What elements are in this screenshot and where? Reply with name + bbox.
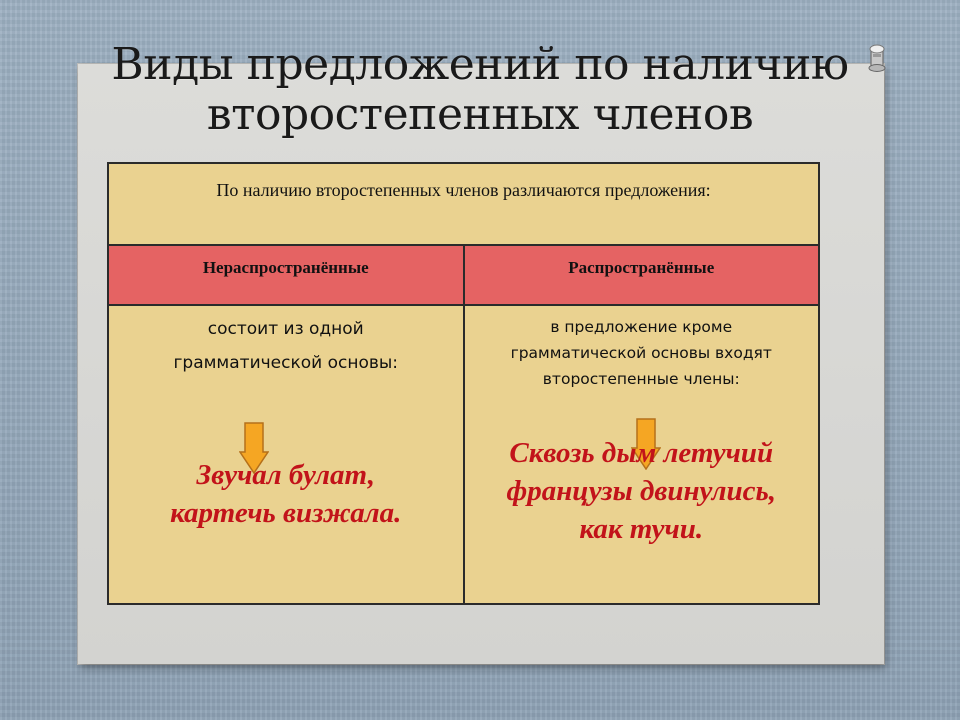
description-line: состоит из одной (207, 319, 364, 339)
slide-title (40, 40, 920, 140)
example-line: французы двинулись, (506, 475, 777, 507)
example-line: Звучал булат, (196, 459, 376, 491)
description-line: грамматической основы: (173, 353, 399, 373)
table-intro-row (108, 163, 819, 245)
description-line: второстепенные члены: (542, 370, 740, 388)
extended-description (465, 306, 819, 392)
column-header-unextended: Нераспространённые (202, 258, 369, 277)
table-body-row (108, 305, 819, 604)
unextended-example (109, 456, 463, 532)
slide-title-line-1: Виды предложений по наличию (111, 39, 849, 90)
table-intro-cell (108, 163, 819, 245)
description-line: в предложение кроме (550, 318, 733, 336)
slide-title-line-2: второстепенных членов (206, 89, 754, 140)
extended-example (465, 434, 819, 548)
example-line: Сквозь дым летучий (509, 437, 774, 469)
example-line: картечь визжала. (170, 497, 402, 529)
example-line: как тучи. (579, 513, 704, 545)
column-header-cell (464, 245, 820, 305)
sentence-types-table (107, 162, 820, 605)
column-header-extended: Распространённые (568, 258, 715, 277)
description-line: грамматической основы входят (510, 344, 772, 362)
extended-cell (464, 305, 820, 604)
column-header-cell (108, 245, 464, 305)
table-header-row (108, 245, 819, 305)
table-intro-text: По наличию второстепенных членов различаются предложения: (216, 180, 711, 200)
unextended-cell (108, 305, 464, 604)
unextended-description (109, 306, 463, 380)
